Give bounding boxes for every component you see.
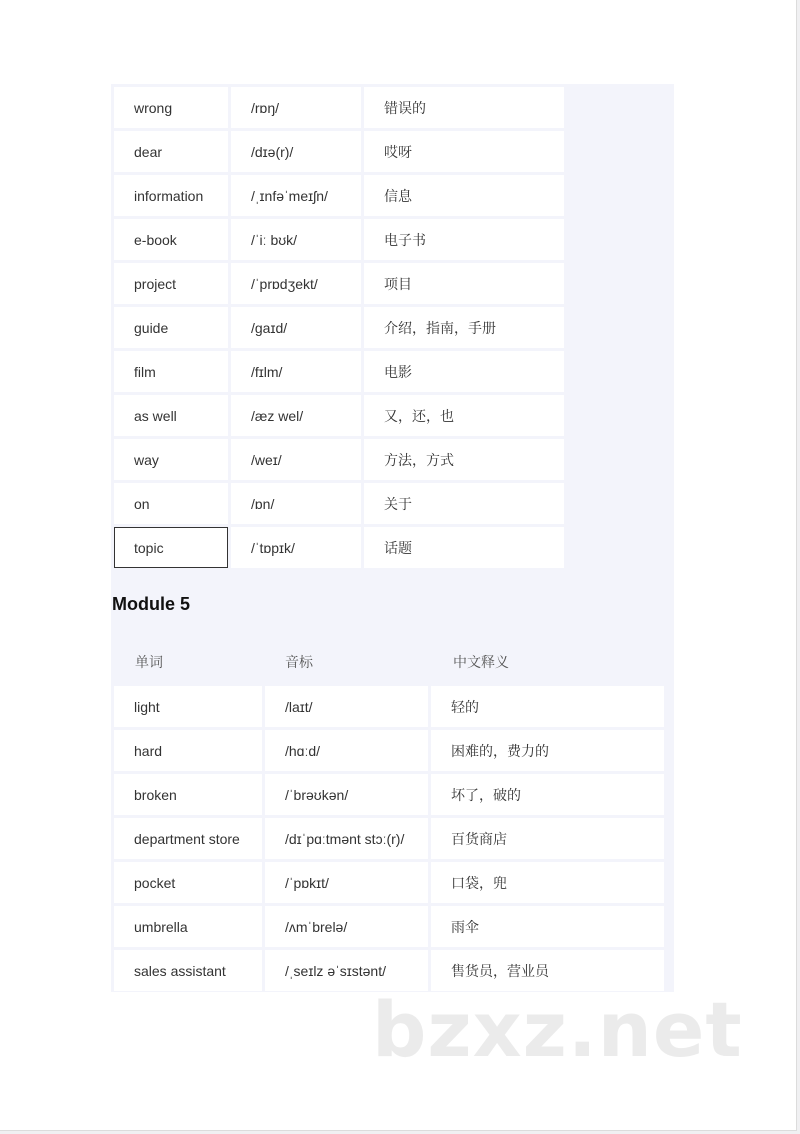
phonetic-cell: /ˌseɪlz əˈsɪstənt/	[265, 950, 428, 991]
table-row	[114, 131, 564, 172]
meaning-cell: 电子书	[364, 219, 564, 260]
word-cell: umbrella	[114, 906, 262, 947]
meaning-cell: 困难的，费力的	[431, 730, 664, 771]
table-row	[114, 87, 564, 128]
phonetic-cell: /dɪˈpɑːtmənt stɔː(r)/	[265, 818, 428, 859]
table-row	[114, 483, 564, 524]
header-meaning: 中文释义	[453, 654, 509, 670]
meaning-cell: 关于	[364, 483, 564, 524]
word-cell: guide	[114, 307, 228, 348]
meaning-cell: 百货商店	[431, 818, 664, 859]
table-row	[114, 906, 664, 947]
meaning-cell: 哎呀	[364, 131, 564, 172]
meaning-cell: 介绍，指南，手册	[364, 307, 564, 348]
phonetic-cell: /hɑːd/	[265, 730, 428, 771]
meaning-cell: 信息	[364, 175, 564, 216]
vocab-table-module4	[111, 84, 567, 571]
word-cell: project	[114, 263, 228, 304]
meaning-cell: 错误的	[364, 87, 564, 128]
word-cell: e-book	[114, 219, 228, 260]
vocab-table-module5	[111, 683, 667, 994]
meaning-cell: 方法，方式	[364, 439, 564, 480]
meaning-cell: 售货员，营业员	[431, 950, 664, 991]
table-row	[114, 774, 664, 815]
phonetic-cell: /ˈtɒpɪk/	[231, 527, 361, 568]
table-row	[114, 818, 664, 859]
meaning-cell: 电影	[364, 351, 564, 392]
table-row	[114, 219, 564, 260]
phonetic-cell: /ʌmˈbrelə/	[265, 906, 428, 947]
header-word: 单词	[135, 654, 163, 670]
word-cell: sales assistant	[114, 950, 262, 991]
word-cell-selected[interactable]: topic	[114, 527, 228, 568]
phonetic-cell: /fɪlm/	[231, 351, 361, 392]
word-cell: broken	[114, 774, 262, 815]
meaning-cell: 雨伞	[431, 906, 664, 947]
table-row	[114, 527, 564, 568]
meaning-cell: 项目	[364, 263, 564, 304]
word-cell: dear	[114, 131, 228, 172]
phonetic-cell: /ˌɪnfəˈmeɪʃn/	[231, 175, 361, 216]
site-watermark: bzxz.net	[372, 985, 743, 1074]
word-cell: pocket	[114, 862, 262, 903]
word-cell: light	[114, 686, 262, 727]
table-row	[114, 686, 664, 727]
word-cell: on	[114, 483, 228, 524]
word-cell: wrong	[114, 87, 228, 128]
phonetic-cell: /laɪt/	[265, 686, 428, 727]
meaning-cell: 轻的	[431, 686, 664, 727]
word-cell: hard	[114, 730, 262, 771]
phonetic-cell: /æz wel/	[231, 395, 361, 436]
word-cell: information	[114, 175, 228, 216]
meaning-cell: 坏了，破的	[431, 774, 664, 815]
phonetic-cell: /weɪ/	[231, 439, 361, 480]
word-cell: way	[114, 439, 228, 480]
phonetic-cell: /ˈpɒkɪt/	[265, 862, 428, 903]
table-row	[114, 351, 564, 392]
word-cell: department store	[114, 818, 262, 859]
table-row	[114, 730, 664, 771]
word-cell: film	[114, 351, 228, 392]
module-5-heading: Module 5	[112, 594, 191, 614]
table-row	[114, 395, 564, 436]
table-row	[114, 862, 664, 903]
phonetic-cell: /rɒŋ/	[231, 87, 361, 128]
table-row	[114, 439, 564, 480]
header-phonetic: 音标	[285, 654, 313, 670]
table-row	[114, 307, 564, 348]
table-row	[114, 175, 564, 216]
meaning-cell: 口袋，兜	[431, 862, 664, 903]
phonetic-cell: /dɪə(r)/	[231, 131, 361, 172]
phonetic-cell: /ˈprɒdʒekt/	[231, 263, 361, 304]
meaning-cell: 又，还，也	[364, 395, 564, 436]
phonetic-cell: /ˈbrəʊkən/	[265, 774, 428, 815]
meaning-cell: 话题	[364, 527, 564, 568]
phonetic-cell: /gaɪd/	[231, 307, 361, 348]
phonetic-cell: /ɒn/	[231, 483, 361, 524]
phonetic-cell: /ˈiː bʊk/	[231, 219, 361, 260]
word-cell: as well	[114, 395, 228, 436]
table-row	[114, 263, 564, 304]
